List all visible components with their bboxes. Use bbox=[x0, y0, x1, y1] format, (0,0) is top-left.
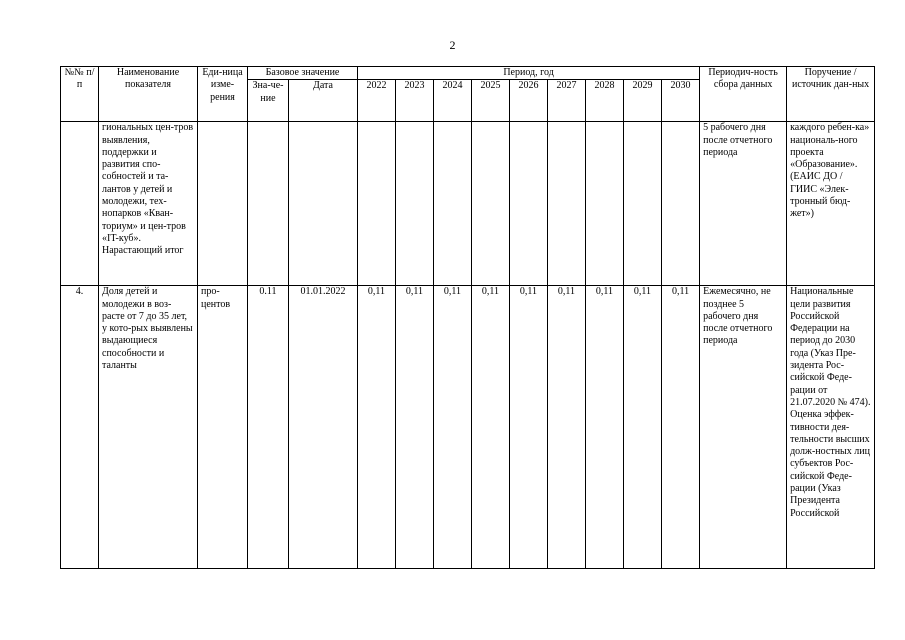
row-name: гиональных цен-тров выявления, поддержки и развития спо-собностей и та-лантов у детей и молодежи, тех-нопарков «Кван-ториум» и цен-тров «IT-куб». Нарастающий итог bbox=[99, 122, 198, 286]
page-number: 2 bbox=[449, 38, 456, 52]
header-year: 2028 bbox=[586, 80, 624, 122]
header-row-1 bbox=[61, 67, 875, 80]
table-row bbox=[61, 122, 875, 286]
row-base-value bbox=[248, 122, 289, 286]
row-base-date: 01.01.2022 bbox=[289, 286, 358, 569]
header-year: 2026 bbox=[510, 80, 548, 122]
row-year-value bbox=[396, 122, 434, 286]
row-base-value: 0.11 bbox=[248, 286, 289, 569]
row-year-value: 0,11 bbox=[396, 286, 434, 569]
row-num bbox=[61, 122, 99, 286]
row-year-value bbox=[358, 122, 396, 286]
row-year-value bbox=[472, 122, 510, 286]
row-year-value: 0,11 bbox=[358, 286, 396, 569]
header-unit: Еди-ница изме-рения bbox=[198, 67, 248, 122]
indicators-table bbox=[60, 66, 875, 569]
header-year: 2027 bbox=[548, 80, 586, 122]
row-unit: про-центов bbox=[198, 286, 248, 569]
header-year: 2030 bbox=[662, 80, 700, 122]
row-frequency: Ежемесячно, не позднее 5 рабочего дня после отчетного периода bbox=[700, 286, 787, 569]
row-source: каждого ребен-ка» националь-ного проекта «Образование». (ЕАИС ДО / ГИИС «Элек-тронный бюд-жет») bbox=[787, 122, 875, 286]
row-year-value bbox=[586, 122, 624, 286]
header-year: 2024 bbox=[434, 80, 472, 122]
header-name: Наименование показателя bbox=[99, 67, 198, 122]
row-year-value bbox=[662, 122, 700, 286]
row-unit bbox=[198, 122, 248, 286]
header-frequency: Периодич-ность сбора данных bbox=[700, 67, 787, 122]
table-row bbox=[61, 286, 875, 569]
row-year-value: 0,11 bbox=[472, 286, 510, 569]
row-name: Доля детей и молодежи в воз-расте от 7 до 35 лет, у кото-рых выявлены выдающиеся способности и таланты bbox=[99, 286, 198, 569]
row-year-value: 0,11 bbox=[662, 286, 700, 569]
row-year-value: 0,11 bbox=[548, 286, 586, 569]
header-source: Поручение / источник дан-ных bbox=[787, 67, 875, 122]
header-num: №№ п/п bbox=[61, 67, 99, 122]
row-year-value: 0,11 bbox=[624, 286, 662, 569]
header-base-date: Дата bbox=[289, 80, 358, 122]
row-frequency: 5 рабочего дня после отчетного периода bbox=[700, 122, 787, 286]
row-num: 4. bbox=[61, 286, 99, 569]
header-year: 2025 bbox=[472, 80, 510, 122]
row-year-value: 0,11 bbox=[434, 286, 472, 569]
header-base: Базовое значение bbox=[248, 67, 358, 80]
row-year-value bbox=[548, 122, 586, 286]
header-year: 2029 bbox=[624, 80, 662, 122]
row-year-value: 0,11 bbox=[586, 286, 624, 569]
header-base-value: Зна-че-ние bbox=[248, 80, 289, 122]
header-year: 2023 bbox=[396, 80, 434, 122]
row-year-value bbox=[624, 122, 662, 286]
row-year-value bbox=[434, 122, 472, 286]
header-period: Период, год bbox=[358, 67, 700, 80]
row-year-value: 0,11 bbox=[510, 286, 548, 569]
row-base-date bbox=[289, 122, 358, 286]
row-source: Национальные цели развития Российской Федерации на период до 2030 года (Указ Пре-зидента Рос-сийской Феде-рации от 21.07.2020 № 474). Оценка эффек-тивности дея-тельности высших долж-ностных лиц субъектов Рос-сийской Феде-рации (Указ Президента Российской bbox=[787, 286, 875, 569]
row-year-value bbox=[510, 122, 548, 286]
header-year: 2022 bbox=[358, 80, 396, 122]
